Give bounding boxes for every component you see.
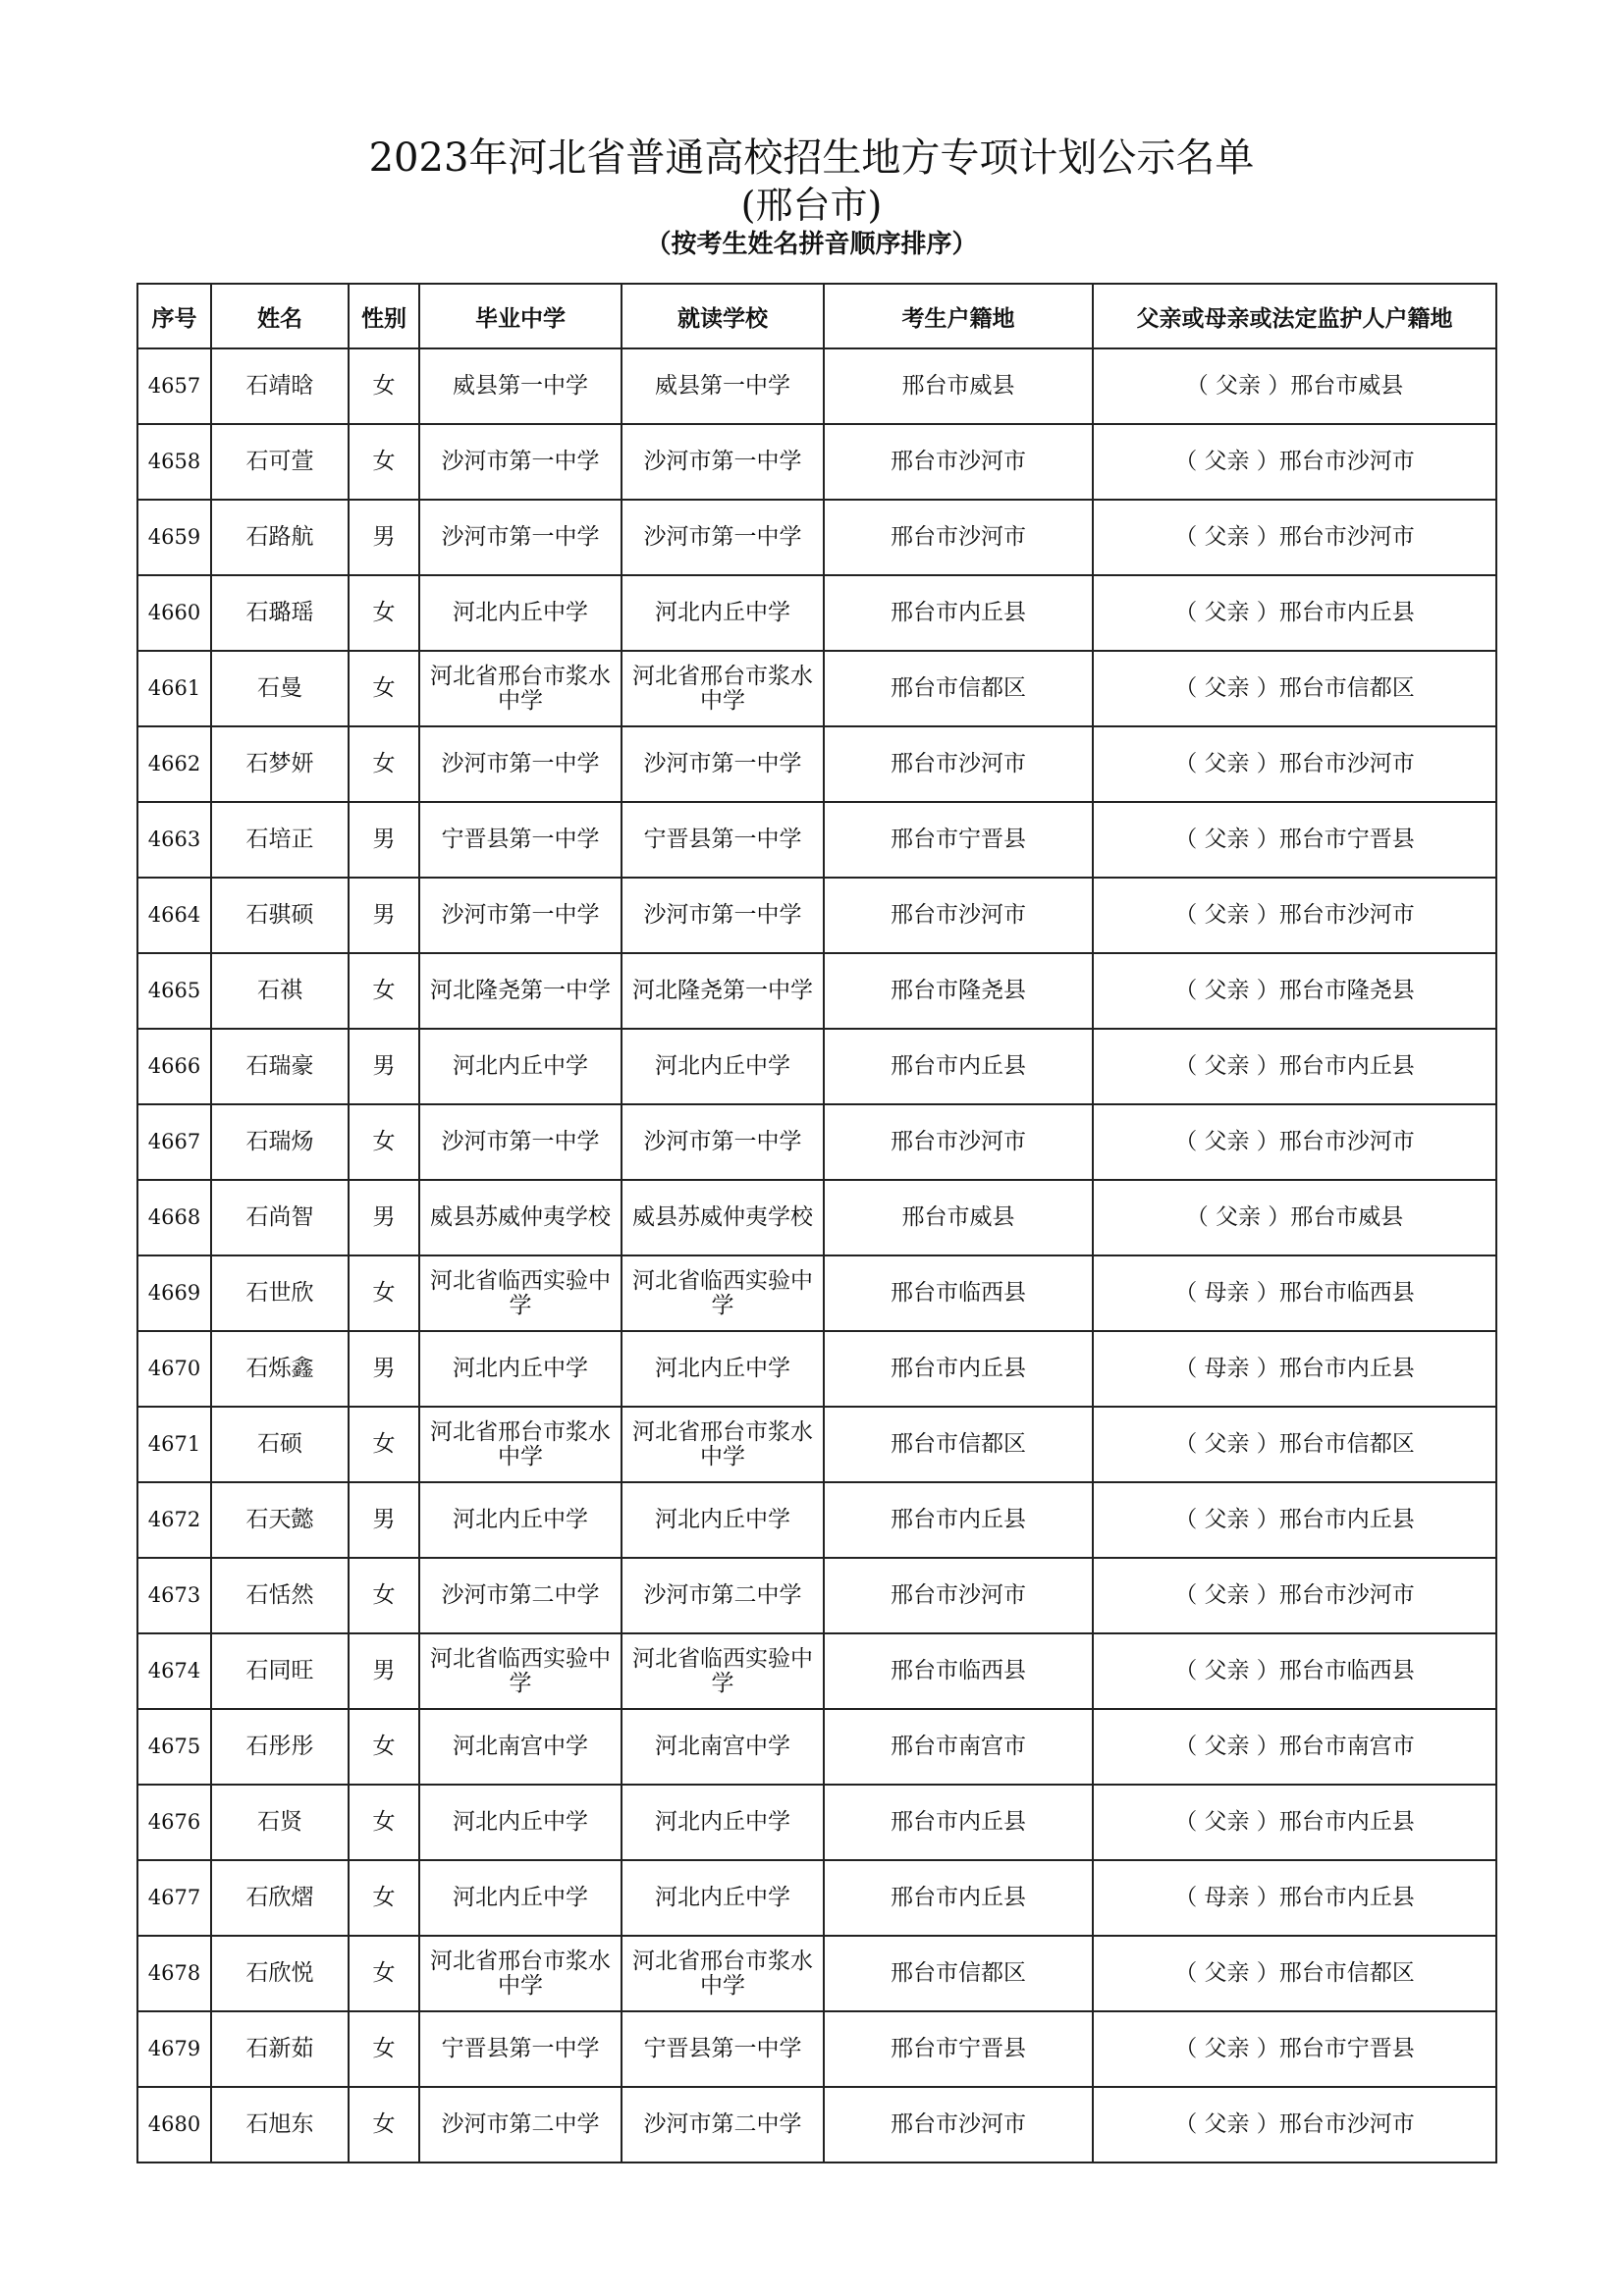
page-subtitle: (邢台市) xyxy=(740,184,883,227)
guardian-registration-cell: （ 父亲 ）邢台市沙河市 xyxy=(1093,1104,1496,1180)
row-index-cell: 4675 xyxy=(137,1709,211,1785)
gender-cell: 女 xyxy=(349,2011,419,2087)
household-registration-cell: 邢台市宁晋县 xyxy=(824,2011,1093,2087)
student-name-cell: 石瑞豪 xyxy=(211,1029,349,1104)
graduation-school-cell: 宁晋县第一中学 xyxy=(419,802,622,878)
current-school-cell: 威县苏威仲夷学校 xyxy=(622,1180,824,1255)
current-school-cell: 威县第一中学 xyxy=(622,348,824,424)
table-row xyxy=(137,878,1496,953)
graduation-school-cell: 河北内丘中学 xyxy=(419,1029,622,1104)
row-index-cell: 4677 xyxy=(137,1860,211,1936)
graduation-school-cell: 河北隆尧第一中学 xyxy=(419,953,622,1029)
table-row xyxy=(137,802,1496,878)
table-row xyxy=(137,1785,1496,1860)
current-school-cell: 河北省邢台市浆水中学 xyxy=(622,651,824,726)
table-row xyxy=(137,1482,1496,1558)
household-registration-cell: 邢台市信都区 xyxy=(824,651,1093,726)
guardian-registration-cell: （ 父亲 ）邢台市沙河市 xyxy=(1093,500,1496,575)
current-school-cell: 宁晋县第一中学 xyxy=(622,2011,824,2087)
guardian-registration-cell: （ 父亲 ）邢台市威县 xyxy=(1093,1180,1496,1255)
row-index-cell: 4680 xyxy=(137,2087,211,2163)
row-index-cell: 4662 xyxy=(137,726,211,802)
graduation-school-cell: 河北内丘中学 xyxy=(419,1785,622,1860)
graduation-school-cell: 威县苏威仲夷学校 xyxy=(419,1180,622,1255)
current-school-cell: 河北内丘中学 xyxy=(622,1860,824,1936)
gender-cell: 男 xyxy=(349,1633,419,1709)
current-school-cell: 河北省临西实验中学 xyxy=(622,1633,824,1709)
household-registration-cell: 邢台市内丘县 xyxy=(824,1785,1093,1860)
student-name-cell: 石贤 xyxy=(211,1785,349,1860)
roster-table xyxy=(136,283,1497,2163)
student-name-cell: 石彤彤 xyxy=(211,1709,349,1785)
gender-cell: 女 xyxy=(349,1785,419,1860)
current-school-cell: 河北省邢台市浆水中学 xyxy=(622,1936,824,2011)
row-index-cell: 4663 xyxy=(137,802,211,878)
guardian-registration-cell: （ 母亲 ）邢台市内丘县 xyxy=(1093,1331,1496,1407)
row-index-cell: 4674 xyxy=(137,1633,211,1709)
gender-cell: 女 xyxy=(349,1709,419,1785)
table-row xyxy=(137,1407,1496,1482)
gender-cell: 女 xyxy=(349,726,419,802)
table-row xyxy=(137,1633,1496,1709)
student-name-cell: 石世欣 xyxy=(211,1255,349,1331)
graduation-school-cell: 河北省邢台市浆水中学 xyxy=(419,1936,622,2011)
current-school-cell: 河北内丘中学 xyxy=(622,1785,824,1860)
row-index-cell: 4661 xyxy=(137,651,211,726)
gender-cell: 男 xyxy=(349,878,419,953)
guardian-registration-cell: （ 父亲 ）邢台市沙河市 xyxy=(1093,726,1496,802)
graduation-school-cell: 沙河市第一中学 xyxy=(419,424,622,500)
header-household-registration: 考生户籍地 xyxy=(824,284,1093,348)
current-school-cell: 河北省临西实验中学 xyxy=(622,1255,824,1331)
gender-cell: 男 xyxy=(349,1331,419,1407)
student-name-cell: 石梦妍 xyxy=(211,726,349,802)
guardian-registration-cell: （ 父亲 ）邢台市信都区 xyxy=(1093,651,1496,726)
guardian-registration-cell: （ 父亲 ）邢台市沙河市 xyxy=(1093,1558,1496,1633)
row-index-cell: 4671 xyxy=(137,1407,211,1482)
household-registration-cell: 邢台市内丘县 xyxy=(824,1029,1093,1104)
gender-cell: 女 xyxy=(349,348,419,424)
table-row xyxy=(137,1104,1496,1180)
gender-cell: 女 xyxy=(349,953,419,1029)
graduation-school-cell: 河北省临西实验中学 xyxy=(419,1255,622,1331)
graduation-school-cell: 河北南宫中学 xyxy=(419,1709,622,1785)
household-registration-cell: 邢台市沙河市 xyxy=(824,500,1093,575)
table-row xyxy=(137,575,1496,651)
guardian-registration-cell: （ 母亲 ）邢台市内丘县 xyxy=(1093,1860,1496,1936)
student-name-cell: 石璐瑶 xyxy=(211,575,349,651)
header-current-school: 就读学校 xyxy=(622,284,824,348)
table-row xyxy=(137,726,1496,802)
row-index-cell: 4670 xyxy=(137,1331,211,1407)
graduation-school-cell: 沙河市第二中学 xyxy=(419,1558,622,1633)
student-name-cell: 石新茹 xyxy=(211,2011,349,2087)
guardian-registration-cell: （ 父亲 ）邢台市南宫市 xyxy=(1093,1709,1496,1785)
student-name-cell: 石硕 xyxy=(211,1407,349,1482)
row-index-cell: 4668 xyxy=(137,1180,211,1255)
gender-cell: 女 xyxy=(349,1104,419,1180)
guardian-registration-cell: （ 母亲 ）邢台市临西县 xyxy=(1093,1255,1496,1331)
current-school-cell: 沙河市第一中学 xyxy=(622,1104,824,1180)
graduation-school-cell: 沙河市第一中学 xyxy=(419,1104,622,1180)
row-index-cell: 4665 xyxy=(137,953,211,1029)
student-name-cell: 石路航 xyxy=(211,500,349,575)
current-school-cell: 沙河市第一中学 xyxy=(622,500,824,575)
household-registration-cell: 邢台市宁晋县 xyxy=(824,802,1093,878)
household-registration-cell: 邢台市临西县 xyxy=(824,1255,1093,1331)
household-registration-cell: 邢台市内丘县 xyxy=(824,1482,1093,1558)
guardian-registration-cell: （ 父亲 ）邢台市隆尧县 xyxy=(1093,953,1496,1029)
guardian-registration-cell: （ 父亲 ）邢台市信都区 xyxy=(1093,1936,1496,2011)
household-registration-cell: 邢台市南宫市 xyxy=(824,1709,1093,1785)
graduation-school-cell: 河北内丘中学 xyxy=(419,1860,622,1936)
row-index-cell: 4678 xyxy=(137,1936,211,2011)
graduation-school-cell: 沙河市第二中学 xyxy=(419,2087,622,2163)
page-title: 2023年河北省普通高校招生地方专项计划公示名单 xyxy=(368,135,1255,181)
gender-cell: 女 xyxy=(349,1407,419,1482)
student-name-cell: 石欣悦 xyxy=(211,1936,349,2011)
graduation-school-cell: 宁晋县第一中学 xyxy=(419,2011,622,2087)
household-registration-cell: 邢台市内丘县 xyxy=(824,1860,1093,1936)
row-index-cell: 4658 xyxy=(137,424,211,500)
header-graduation-school: 毕业中学 xyxy=(419,284,622,348)
graduation-school-cell: 河北内丘中学 xyxy=(419,1482,622,1558)
table-row xyxy=(137,1709,1496,1785)
household-registration-cell: 邢台市沙河市 xyxy=(824,878,1093,953)
table-row xyxy=(137,1180,1496,1255)
table-row xyxy=(137,1558,1496,1633)
current-school-cell: 沙河市第一中学 xyxy=(622,726,824,802)
table-row xyxy=(137,1029,1496,1104)
household-registration-cell: 邢台市内丘县 xyxy=(824,575,1093,651)
gender-cell: 女 xyxy=(349,2087,419,2163)
household-registration-cell: 邢台市沙河市 xyxy=(824,424,1093,500)
gender-cell: 男 xyxy=(349,1029,419,1104)
sort-note: （按考生姓名拼音顺序排序） xyxy=(645,230,978,259)
row-index-cell: 4669 xyxy=(137,1255,211,1331)
gender-cell: 男 xyxy=(349,1482,419,1558)
gender-cell: 女 xyxy=(349,1558,419,1633)
guardian-registration-cell: （ 父亲 ）邢台市内丘县 xyxy=(1093,1482,1496,1558)
current-school-cell: 宁晋县第一中学 xyxy=(622,802,824,878)
graduation-school-cell: 沙河市第一中学 xyxy=(419,726,622,802)
student-name-cell: 石恬然 xyxy=(211,1558,349,1633)
current-school-cell: 河北内丘中学 xyxy=(622,1331,824,1407)
current-school-cell: 沙河市第二中学 xyxy=(622,1558,824,1633)
guardian-registration-cell: （ 父亲 ）邢台市威县 xyxy=(1093,348,1496,424)
current-school-cell: 河北内丘中学 xyxy=(622,1482,824,1558)
current-school-cell: 河北内丘中学 xyxy=(622,1029,824,1104)
table-row xyxy=(137,953,1496,1029)
current-school-cell: 沙河市第二中学 xyxy=(622,2087,824,2163)
table-row xyxy=(137,1255,1496,1331)
household-registration-cell: 邢台市信都区 xyxy=(824,1936,1093,2011)
student-name-cell: 石瑞炀 xyxy=(211,1104,349,1180)
row-index-cell: 4679 xyxy=(137,2011,211,2087)
student-name-cell: 石可萱 xyxy=(211,424,349,500)
guardian-registration-cell: （ 父亲 ）邢台市宁晋县 xyxy=(1093,802,1496,878)
table-row xyxy=(137,1331,1496,1407)
row-index-cell: 4657 xyxy=(137,348,211,424)
row-index-cell: 4673 xyxy=(137,1558,211,1633)
guardian-registration-cell: （ 父亲 ）邢台市宁晋县 xyxy=(1093,2011,1496,2087)
guardian-registration-cell: （ 父亲 ）邢台市沙河市 xyxy=(1093,878,1496,953)
student-name-cell: 石烁鑫 xyxy=(211,1331,349,1407)
row-index-cell: 4660 xyxy=(137,575,211,651)
gender-cell: 女 xyxy=(349,424,419,500)
table-row xyxy=(137,500,1496,575)
student-name-cell: 石尚智 xyxy=(211,1180,349,1255)
current-school-cell: 河北南宫中学 xyxy=(622,1709,824,1785)
graduation-school-cell: 河北内丘中学 xyxy=(419,1331,622,1407)
student-name-cell: 石天懿 xyxy=(211,1482,349,1558)
table-row xyxy=(137,424,1496,500)
guardian-registration-cell: （ 父亲 ）邢台市沙河市 xyxy=(1093,2087,1496,2163)
row-index-cell: 4676 xyxy=(137,1785,211,1860)
graduation-school-cell: 威县第一中学 xyxy=(419,348,622,424)
table-row xyxy=(137,651,1496,726)
gender-cell: 女 xyxy=(349,1936,419,2011)
graduation-school-cell: 河北内丘中学 xyxy=(419,575,622,651)
student-name-cell: 石培正 xyxy=(211,802,349,878)
guardian-registration-cell: （ 父亲 ）邢台市信都区 xyxy=(1093,1407,1496,1482)
table-row xyxy=(137,348,1496,424)
household-registration-cell: 邢台市内丘县 xyxy=(824,1331,1093,1407)
household-registration-cell: 邢台市沙河市 xyxy=(824,726,1093,802)
header-gender: 性别 xyxy=(349,284,419,348)
household-registration-cell: 邢台市威县 xyxy=(824,348,1093,424)
row-index-cell: 4667 xyxy=(137,1104,211,1180)
student-name-cell: 石骐硕 xyxy=(211,878,349,953)
gender-cell: 女 xyxy=(349,1860,419,1936)
header-guardian-registration: 父亲或母亲或法定监护人户籍地 xyxy=(1093,284,1496,348)
graduation-school-cell: 河北省邢台市浆水中学 xyxy=(419,1407,622,1482)
gender-cell: 男 xyxy=(349,1180,419,1255)
current-school-cell: 河北省邢台市浆水中学 xyxy=(622,1407,824,1482)
household-registration-cell: 邢台市威县 xyxy=(824,1180,1093,1255)
table-row xyxy=(137,1936,1496,2011)
household-registration-cell: 邢台市临西县 xyxy=(824,1633,1093,1709)
gender-cell: 女 xyxy=(349,575,419,651)
graduation-school-cell: 河北省临西实验中学 xyxy=(419,1633,622,1709)
table-row xyxy=(137,1860,1496,1936)
gender-cell: 女 xyxy=(349,651,419,726)
row-index-cell: 4659 xyxy=(137,500,211,575)
current-school-cell: 沙河市第一中学 xyxy=(622,878,824,953)
household-registration-cell: 邢台市沙河市 xyxy=(824,1104,1093,1180)
household-registration-cell: 邢台市隆尧县 xyxy=(824,953,1093,1029)
student-name-cell: 石曼 xyxy=(211,651,349,726)
gender-cell: 男 xyxy=(349,802,419,878)
guardian-registration-cell: （ 父亲 ）邢台市内丘县 xyxy=(1093,1029,1496,1104)
header-index: 序号 xyxy=(137,284,211,348)
row-index-cell: 4672 xyxy=(137,1482,211,1558)
guardian-registration-cell: （ 父亲 ）邢台市临西县 xyxy=(1093,1633,1496,1709)
header-name: 姓名 xyxy=(211,284,349,348)
student-name-cell: 石旭东 xyxy=(211,2087,349,2163)
table-header-row xyxy=(137,284,1496,348)
student-name-cell: 石欣熠 xyxy=(211,1860,349,1936)
student-name-cell: 石祺 xyxy=(211,953,349,1029)
student-name-cell: 石靖晗 xyxy=(211,348,349,424)
student-name-cell: 石同旺 xyxy=(211,1633,349,1709)
row-index-cell: 4666 xyxy=(137,1029,211,1104)
graduation-school-cell: 沙河市第一中学 xyxy=(419,500,622,575)
household-registration-cell: 邢台市信都区 xyxy=(824,1407,1093,1482)
gender-cell: 女 xyxy=(349,1255,419,1331)
graduation-school-cell: 河北省邢台市浆水中学 xyxy=(419,651,622,726)
gender-cell: 男 xyxy=(349,500,419,575)
guardian-registration-cell: （ 父亲 ）邢台市内丘县 xyxy=(1093,575,1496,651)
guardian-registration-cell: （ 父亲 ）邢台市内丘县 xyxy=(1093,1785,1496,1860)
household-registration-cell: 邢台市沙河市 xyxy=(824,2087,1093,2163)
current-school-cell: 河北隆尧第一中学 xyxy=(622,953,824,1029)
table-row xyxy=(137,2011,1496,2087)
graduation-school-cell: 沙河市第一中学 xyxy=(419,878,622,953)
guardian-registration-cell: （ 父亲 ）邢台市沙河市 xyxy=(1093,424,1496,500)
table-row xyxy=(137,2087,1496,2163)
current-school-cell: 河北内丘中学 xyxy=(622,575,824,651)
row-index-cell: 4664 xyxy=(137,878,211,953)
household-registration-cell: 邢台市沙河市 xyxy=(824,1558,1093,1633)
current-school-cell: 沙河市第一中学 xyxy=(622,424,824,500)
